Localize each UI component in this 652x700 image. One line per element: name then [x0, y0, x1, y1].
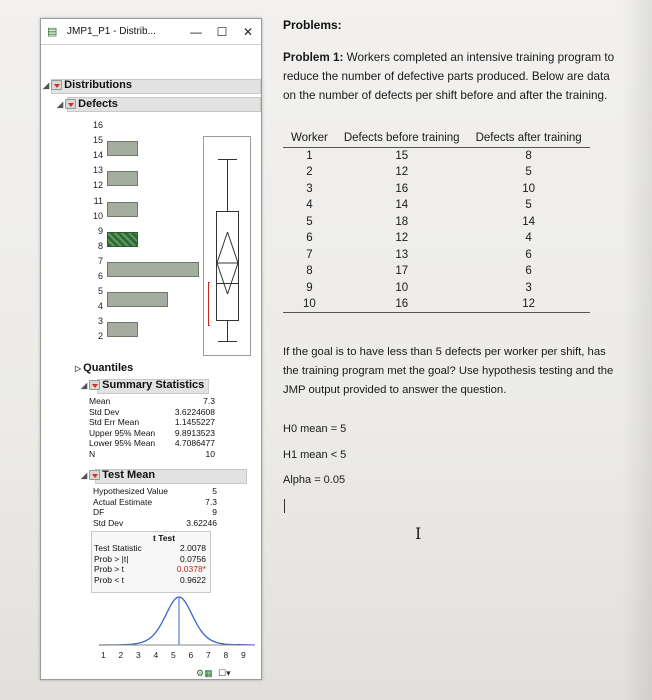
- axis-tick-label: 3: [136, 650, 141, 660]
- stat-value: 0.9622: [180, 574, 206, 585]
- before-cell: 13: [395, 248, 409, 261]
- stat-row: [89, 449, 215, 460]
- dropdown-icon[interactable]: ☐▾: [218, 668, 231, 678]
- histogram-bar[interactable]: [107, 292, 168, 307]
- stat-label: Test Statistic: [94, 543, 142, 553]
- stat-label: Std Err Mean: [89, 417, 140, 427]
- after-cell: 12: [468, 296, 590, 313]
- worker-cell: 9: [306, 281, 313, 294]
- y-tick-label: 14: [92, 150, 103, 161]
- before-cell: 14: [395, 199, 409, 212]
- stat-label: Std Dev: [93, 517, 124, 528]
- quantiles-outline[interactable]: [75, 362, 133, 374]
- axis-tick-label: 5: [171, 650, 176, 660]
- table-row: [283, 230, 590, 247]
- table-row: [283, 197, 590, 214]
- stat-value: 5: [212, 486, 217, 496]
- y-tick-label: 4: [97, 301, 103, 312]
- table-row: [283, 148, 590, 165]
- report-toolbar[interactable]: [196, 668, 231, 679]
- after-cell: 8: [525, 150, 532, 162]
- stat-label: Std Dev: [89, 406, 120, 417]
- axis-tick-label: 6: [188, 650, 194, 660]
- stat-value: 0.0756: [180, 553, 206, 564]
- histogram-bar[interactable]: [107, 202, 138, 217]
- stat-row: [93, 486, 217, 497]
- stat-value: 3.6224608: [174, 406, 215, 417]
- stat-row: [94, 575, 206, 586]
- table-row: [283, 296, 590, 313]
- table-row: [283, 263, 590, 280]
- histogram-bar[interactable]: [107, 232, 138, 247]
- ttest-header: t Test: [153, 533, 176, 543]
- stat-row: [93, 518, 217, 529]
- before-cell: 16: [395, 182, 409, 195]
- red-triangle-menu-icon[interactable]: [89, 380, 100, 390]
- upper-whisker-cap: [218, 159, 237, 160]
- stat-value: 0.0378*: [176, 564, 206, 574]
- after-header: Defects after training: [468, 130, 590, 148]
- y-tick-label: 13: [92, 165, 103, 176]
- stat-value: 4.7086477: [174, 438, 215, 448]
- y-tick-label: 8: [97, 240, 103, 251]
- shortest-half-bracket: [208, 282, 210, 326]
- after-cell: 6: [525, 265, 532, 278]
- y-tick-label: 5: [97, 286, 103, 297]
- problem-label: Problem 1:: [283, 51, 344, 64]
- summary-outline[interactable]: [81, 379, 204, 391]
- stat-label: DF: [93, 507, 105, 517]
- stat-label: Mean: [89, 396, 111, 406]
- defects-title: Defects: [78, 98, 118, 110]
- red-triangle-menu-icon[interactable]: [89, 470, 100, 480]
- alpha-level: Alpha = 0.05: [283, 474, 346, 486]
- stat-row: [93, 507, 217, 518]
- stat-label: Actual Estimate: [93, 496, 153, 507]
- before-cell: 18: [395, 215, 409, 228]
- distributions-title: Distributions: [64, 79, 132, 91]
- axis-tick-label: 7: [206, 650, 211, 660]
- histogram-bar[interactable]: [107, 322, 138, 337]
- before-cell: 17: [395, 265, 409, 278]
- before-cell: 16: [336, 296, 468, 313]
- red-triangle-menu-icon[interactable]: [51, 80, 62, 90]
- after-cell: 10: [522, 182, 536, 195]
- before-header: Defects before training: [336, 130, 468, 148]
- jmp-app-icon: ▤: [47, 25, 58, 38]
- table-header-row: [283, 130, 590, 148]
- ibeam-cursor-icon: I: [415, 524, 422, 543]
- y-tick-label: 7: [97, 255, 103, 266]
- stat-value: 9: [212, 507, 217, 517]
- defects-data-table: [283, 130, 590, 313]
- stat-value: 2.0078: [180, 543, 206, 553]
- jmp-titlebar[interactable]: [41, 19, 261, 45]
- window-title: JMP1_P1 - Distrib...: [67, 26, 156, 37]
- collapse-icon[interactable]: ◢: [81, 470, 88, 480]
- after-cell: 6: [525, 248, 532, 261]
- worker-cell: 6: [306, 232, 313, 245]
- distributions-outline[interactable]: [43, 79, 132, 91]
- ttest-table: [94, 543, 206, 585]
- worker-cell: 3: [306, 182, 313, 195]
- stat-label: Upper 95% Mean: [89, 427, 156, 438]
- problem-text: Workers completed an intensive training program to reduce the number of defective parts produced. Below are data on the number of defects per shift before and after the training.: [283, 51, 615, 102]
- stat-row: [89, 438, 215, 449]
- test-mean-title: Test Mean: [102, 469, 156, 481]
- test-mean-outline[interactable]: [81, 469, 155, 481]
- worker-cell: 4: [306, 199, 313, 212]
- outlier-box-plot: [203, 136, 251, 356]
- stat-value: 1.1455227: [174, 417, 215, 427]
- problem-paragraph: [283, 48, 623, 105]
- collapse-icon[interactable]: ◢: [43, 80, 50, 90]
- defects-outline[interactable]: [57, 98, 118, 110]
- expand-icon[interactable]: ▷: [75, 363, 82, 373]
- text-caret: [284, 499, 285, 513]
- y-tick-label: 11: [93, 195, 103, 206]
- table-row: [283, 164, 590, 181]
- worker-cell: 8: [306, 265, 313, 278]
- stat-label: Hypothesized Value: [93, 486, 168, 496]
- stat-label: Lower 95% Mean: [89, 438, 156, 448]
- axis-tick-label: 9: [241, 650, 246, 660]
- stat-value: 7.3: [203, 396, 215, 406]
- before-cell: 10: [395, 281, 409, 294]
- stat-value: 3.62246: [186, 517, 217, 528]
- red-triangle-menu-icon[interactable]: [65, 99, 76, 109]
- stat-row: [94, 564, 206, 575]
- before-cell: 15: [395, 150, 409, 162]
- stat-row: [93, 497, 217, 508]
- axis-tick-label: 8: [223, 650, 229, 660]
- table-row: [283, 181, 590, 198]
- after-cell: 3: [525, 281, 532, 294]
- y-tick-label: 6: [97, 271, 103, 281]
- maximize-button[interactable]: ☐: [216, 24, 228, 39]
- before-cell: 12: [395, 166, 409, 179]
- stat-row: [89, 396, 215, 407]
- stat-row: [89, 417, 215, 428]
- y-tick-label: 9: [97, 225, 103, 236]
- lower-whisker-cap: [218, 341, 237, 342]
- stat-label: Prob > |t|: [94, 553, 129, 564]
- stat-row: [94, 554, 206, 565]
- before-cell: 12: [395, 232, 409, 245]
- stat-label: Prob < t: [94, 574, 125, 585]
- after-cell: 14: [522, 215, 536, 228]
- collapse-icon[interactable]: ◢: [57, 99, 64, 109]
- y-tick-label: 2: [97, 331, 103, 342]
- y-tick-label: 16: [92, 120, 103, 130]
- stat-row: [89, 428, 215, 439]
- worker-header: Worker: [283, 130, 336, 148]
- quantiles-title: Quantiles: [83, 362, 134, 374]
- collapse-icon[interactable]: ◢: [81, 380, 88, 390]
- worker-cell: 10: [283, 296, 336, 313]
- problems-heading: Problems:: [283, 18, 342, 32]
- worker-cell: 2: [306, 166, 313, 179]
- after-cell: 5: [525, 166, 532, 179]
- upper-whisker: [227, 159, 228, 211]
- close-button[interactable]: ✕: [242, 24, 254, 39]
- table-icon[interactable]: ⚙▦: [196, 668, 213, 678]
- y-tick-label: 15: [92, 135, 103, 146]
- y-tick-label: 10: [92, 210, 103, 221]
- worker-cell: 1: [306, 150, 313, 162]
- jmp-report: [41, 46, 262, 680]
- photo-edge-shadow: [622, 0, 652, 700]
- histogram-bar[interactable]: [107, 262, 199, 277]
- jmp-window: [40, 18, 262, 680]
- axis-tick-label: 4: [153, 650, 159, 660]
- summary-title: Summary Statistics: [102, 379, 205, 391]
- axis-tick-label: 1: [101, 650, 106, 660]
- alternative-hypothesis: H1 mean < 5: [283, 449, 347, 461]
- stat-value: 9.8913523: [174, 427, 215, 438]
- table-row: [283, 214, 590, 231]
- after-cell: 4: [525, 232, 532, 245]
- histogram-bar[interactable]: [107, 171, 138, 186]
- question-text: If the goal is to have less than 5 defects per worker per shift, has the training program met the goal? Use hypothesis testing and the JMP output provided to answer the question.: [283, 346, 614, 396]
- stat-value: 7.3: [205, 496, 217, 507]
- worker-cell: 7: [306, 248, 313, 261]
- stat-label: N: [89, 448, 96, 459]
- minimize-button[interactable]: —: [190, 24, 202, 39]
- stat-label: Prob > t: [94, 564, 125, 574]
- summary-table: [89, 396, 215, 459]
- table-row: [283, 280, 590, 297]
- axis-tick-label: 2: [118, 650, 124, 660]
- lower-whisker: [227, 321, 228, 341]
- t-distribution-plot: [99, 591, 255, 651]
- null-hypothesis: H0 mean = 5: [283, 423, 347, 435]
- median-line: [216, 283, 239, 284]
- stat-value: 10: [205, 448, 215, 459]
- table-row: [283, 247, 590, 264]
- histogram-bar[interactable]: [107, 141, 138, 156]
- y-tick-label: 12: [92, 180, 103, 191]
- after-cell: 5: [525, 199, 532, 212]
- mean-diamond: [216, 232, 239, 294]
- worker-cell: 5: [306, 215, 313, 228]
- test-mean-table: [93, 486, 217, 528]
- y-tick-label: 3: [97, 316, 103, 327]
- stat-row: [94, 543, 206, 554]
- stat-row: [89, 407, 215, 418]
